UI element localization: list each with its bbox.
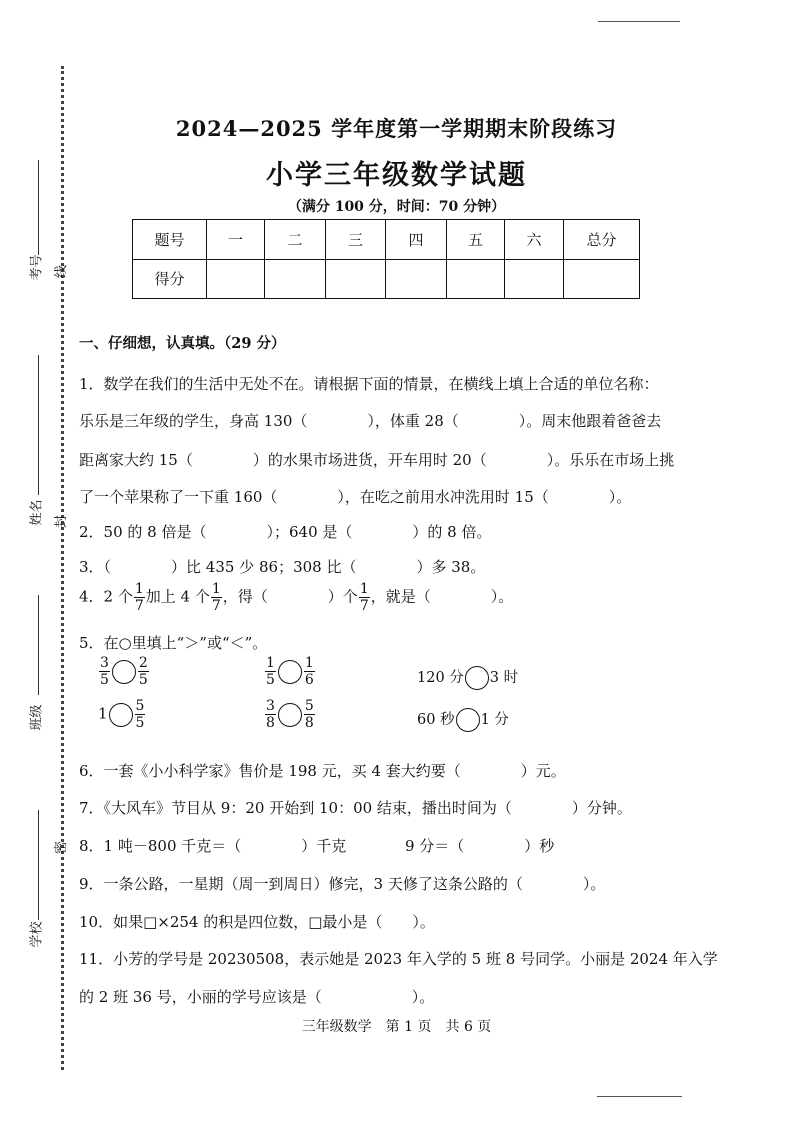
fraction-numerator: 3 — [100, 655, 109, 671]
score-input-cell[interactable] — [265, 259, 326, 299]
question-11-line-2: 的 2 班 36 号，小丽的学号应该是（ ）。 — [79, 988, 435, 1006]
fraction-denominator: 5 — [266, 672, 275, 688]
question-1-line-1: 乐乐是三年级的学生，身高 130（ ），体重 28（ ）。周末他跟着爸爸去 — [79, 412, 662, 430]
fraction — [359, 582, 370, 613]
question-10: 10．如果□×254 的积是四位数，□最小是（ ）。 — [79, 913, 435, 931]
question-8-b: 9 分＝（ ）秒 — [405, 837, 555, 855]
question-8-a: 8．1 吨－800 千克＝（ ）千克 — [79, 837, 347, 855]
fraction-numerator: 5 — [304, 698, 314, 714]
exam-subtitle: （满分 100 分，时间：70 分钟） — [287, 199, 506, 215]
fraction — [304, 699, 315, 730]
score-table-score-row — [133, 259, 640, 299]
question-11-line-1: 11．小芳的学号是 20230508，表示她是 2023 年入学的 5 班 8 号同学。小丽是 2024 年入学 — [79, 950, 718, 968]
compare-item-d — [98, 699, 146, 730]
fraction — [265, 699, 276, 730]
fraction-numerator: 1 — [266, 655, 275, 671]
feng-mark: 封 — [54, 514, 70, 529]
score-header-cell: 二 — [265, 220, 326, 260]
question-7: 7．《大风车》节目从 9：20 开始到 10：00 结束，播出时间为（ ）分钟。 — [79, 799, 632, 817]
compare-item-e — [264, 699, 316, 730]
page-footer: 三年级数学 第 1 页 共 6 页 — [301, 1019, 492, 1035]
score-header-cell: 一 — [207, 220, 265, 260]
fraction-denominator: 7 — [211, 598, 221, 614]
question-1-line-3: 了一个苹果称了一下重 160（ ），在吃之前用水冲洗用时 15（ ）。 — [79, 488, 632, 506]
question-4-text-3: ，得（ ）个 — [222, 587, 358, 606]
question-3: 3．（ ）比 435 少 86；308 比（ ）多 38。 — [79, 558, 486, 576]
score-table — [132, 219, 640, 299]
xingming-label: 姓名 — [29, 499, 45, 526]
score-input-cell[interactable] — [207, 259, 265, 299]
compare-right-value: 3 时 — [489, 670, 519, 686]
question-4-text-4: ，就是（ ）。 — [370, 587, 514, 606]
xuexiao-line — [38, 810, 39, 920]
fraction — [304, 656, 315, 687]
compare-item-f — [417, 708, 509, 732]
compare-item-b — [264, 656, 316, 687]
mi-mark: 密 — [54, 840, 70, 855]
score-header-cell: 五 — [447, 220, 505, 260]
fraction-numerator: 3 — [266, 698, 275, 714]
fraction-numerator: 1 — [211, 581, 221, 597]
fraction-denominator: 7 — [134, 598, 144, 614]
fraction-denominator: 8 — [266, 715, 275, 731]
compare-circle[interactable] — [465, 666, 489, 690]
fraction-numerator: 1 — [359, 581, 369, 597]
compare-circle[interactable] — [456, 708, 480, 732]
fraction-numerator: 1 — [304, 655, 314, 671]
question-1-intro: 1．数学在我们的生活中无处不在。请根据下面的情景，在横线上填上合适的单位名称： — [79, 375, 659, 393]
score-row-label: 得分 — [133, 259, 207, 299]
compare-circle[interactable] — [109, 703, 133, 727]
question-6: 6．一套《小小科学家》售价是 198 元，买 4 套大约要（ ）元。 — [79, 762, 566, 780]
question-1-line-2: 距离家大约 15（ ）的水果市场进货，开车用时 20（ ）。乐乐在市场上挑 — [79, 451, 675, 469]
fraction — [99, 656, 110, 687]
compare-circle[interactable] — [112, 660, 136, 684]
fraction-numerator: 2 — [138, 655, 148, 671]
score-table-header-row — [133, 220, 640, 260]
compare-left-value: 60 秒 — [417, 712, 455, 728]
kaohao-label: 考号 — [29, 254, 45, 281]
fraction-numerator: 1 — [134, 581, 144, 597]
question-9: 9．一条公路，一星期（周一到周日）修完，3 天修了这条公路的（ ）。 — [79, 875, 606, 893]
fraction-denominator: 5 — [138, 672, 148, 688]
score-input-cell[interactable] — [505, 259, 564, 299]
fraction — [138, 656, 149, 687]
xingming-line — [38, 355, 39, 495]
fraction-denominator: 6 — [304, 672, 314, 688]
fraction-denominator: 5 — [100, 672, 109, 688]
section-heading: 一、仔细想，认真填。（29 分） — [79, 335, 286, 352]
score-header-cell: 题号 — [133, 220, 207, 260]
question-5: 5．在○里填上“＞”或“＜”。 — [79, 634, 268, 652]
score-input-cell[interactable] — [447, 259, 505, 299]
exam-title: 小学三年级数学试题 — [266, 160, 527, 191]
fraction — [265, 656, 276, 687]
score-header-cell: 三 — [326, 220, 386, 260]
xuexiao-label: 学校 — [29, 921, 45, 948]
bottom-scan-line — [597, 1096, 682, 1097]
compare-item-c — [417, 666, 518, 690]
compare-left-value: 120 分 — [417, 670, 464, 686]
score-header-cell: 总分 — [564, 220, 640, 260]
fraction — [135, 699, 146, 730]
banji-label: 班级 — [29, 704, 45, 731]
score-input-cell[interactable] — [564, 259, 640, 299]
score-input-cell[interactable] — [326, 259, 386, 299]
fraction-denominator: 7 — [359, 598, 369, 614]
compare-item-a — [98, 656, 150, 687]
score-header-cell: 六 — [505, 220, 564, 260]
fraction — [211, 582, 222, 613]
exam-period-title: 2024—2025 学年度第一学期期末阶段练习 — [175, 116, 618, 141]
score-header-cell: 四 — [386, 220, 447, 260]
banji-line — [38, 595, 39, 695]
compare-left-value: 1 — [98, 704, 108, 723]
fraction-denominator: 8 — [304, 715, 314, 731]
fraction-denominator: 5 — [135, 715, 145, 731]
compare-right-value: 1 分 — [480, 712, 509, 728]
question-4 — [79, 582, 513, 613]
top-scan-line — [598, 21, 680, 22]
fraction — [134, 582, 145, 613]
fraction-numerator: 5 — [135, 698, 145, 714]
binding-dotted-line — [61, 66, 64, 1070]
compare-circle[interactable] — [278, 660, 302, 684]
question-2: 2．50 的 8 倍是（ ）；640 是（ ）的 8 倍。 — [79, 523, 492, 541]
question-4-text-2: 加上 4 个 — [145, 587, 210, 606]
xian-mark: 线 — [54, 264, 70, 279]
compare-circle[interactable] — [278, 703, 302, 727]
score-input-cell[interactable] — [386, 259, 447, 299]
question-4-text-1: 4．2 个 — [79, 587, 133, 606]
